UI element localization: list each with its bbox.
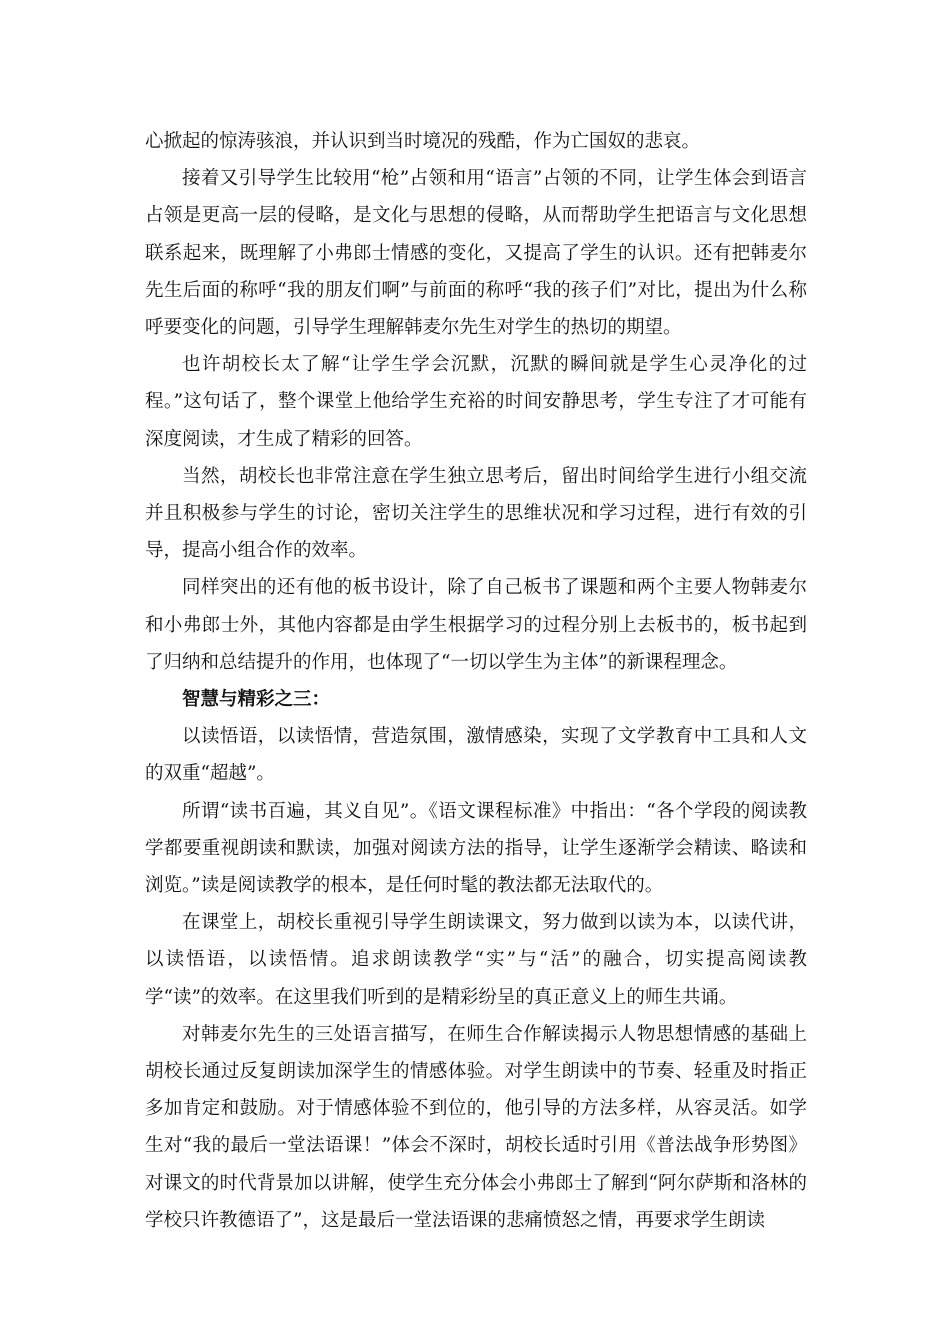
paragraph-7: 所谓“读书百遍，其义自见”。《语文课程标准》中指出：“各个学段的阅读教学都要重视朗读和默读，加强对阅读方法的指导，让学生逐渐学会精读、略读和浏览。”读是阅读教学的根本，是任何时髦的教法都无法取代的。 bbox=[145, 800, 807, 897]
paragraph-8: 在课堂上，胡校长重视引导学生朗读课文，努力做到以读为本，以读代讲，以读悟语，以读悟情。追求朗读教学“实”与“活”的融合，切实提高阅读教学“读”的效率。在这里我们听到的是精彩纷呈的真正意义上的师生共诵。 bbox=[145, 912, 807, 1008]
paragraph-2: 接着又引导学生比较用“枪”占领和用“语言”占领的不同，让学生体会到语言占领是更高一层的侵略，是文化与思想的侵略，从而帮助学生把语言与文化思想联系起来，既理解了小弗郎士情感的变化，又提高了学生的认识。还有把韩麦尔先生后面的称呼“我的朋友们啊”与前面的称呼“我的孩子们”对比，提出为什么称呼要变化的问题，引导学生理解韩麦尔先生对学生的热切的期望。 bbox=[145, 168, 807, 339]
paragraph-5: 同样突出的还有他的板书设计，除了自己板书了课题和两个主要人物韩麦尔和小弗郎士外，其他内容都是由学生根据学习的过程分别上去板书的，板书起到了归纳和总结提升的作用，也体现了“一切以学生为主体”的新课程理念。 bbox=[145, 577, 807, 673]
section-heading: 智慧与精彩之三： bbox=[182, 689, 331, 711]
paragraph-6: 以读悟语，以读悟情，营造氛围，激情感染，实现了文学教育中工具和人文的双重“超越”。 bbox=[145, 726, 807, 785]
paragraph-3: 也许胡校长太了解“让学生学会沉默，沉默的瞬间就是学生心灵净化的过程。”这句话了，整个课堂上他给学生充裕的时间安静思考，学生专注了才可能有深度阅读，才生成了精彩的回答。 bbox=[145, 354, 807, 450]
paragraph-1: 心掀起的惊涛骇浪，并认识到当时境况的残酷，作为亡国奴的悲哀。 bbox=[145, 131, 701, 152]
document-page bbox=[145, 123, 807, 1239]
paragraph-4: 当然，胡校长也非常注意在学生独立思考后，留出时间给学生进行小组交流并且积极参与学生的讨论，密切关注学生的思维状况和学习过程，进行有效的引导，提高小组合作的效率。 bbox=[145, 465, 807, 562]
paragraph-9: 对韩麦尔先生的三处语言描写，在师生合作解读揭示人物思想情感的基础上胡校长通过反复朗读加深学生的情感体验。对学生朗读中的节奏、轻重及时指正多加肯定和鼓励。对于情感体验不到位的，他引导的方法多样，从容灵活。如学生对“我的最后一堂法语课！”体会不深时，胡校长适时引用《普法战争形势图》对课文的时代背景加以讲解，使学生充分体会小弗郎士了解到“阿尔萨斯和洛林的学校只许教德语了”，这是最后一堂法语课的悲痛愤怒之情，再要求学生朗读 bbox=[145, 1023, 807, 1231]
